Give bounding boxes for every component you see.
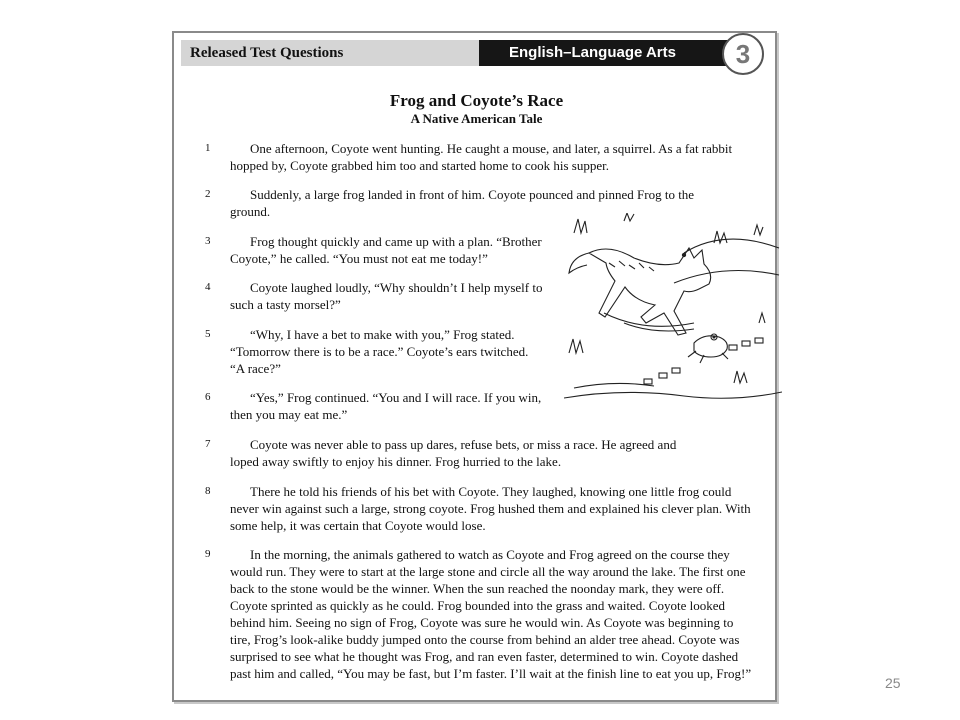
- paragraph-8: There he told his friends of his bet with Coyote. They laughed, knowing one little frog could never win against such a large, strong coyote. Frog hushed them and explained his clever plan. With some help, it was certain that Coyote would lose.: [230, 484, 751, 533]
- coyote-frog-illustration: [564, 213, 782, 409]
- paragraph-number: 2: [205, 188, 211, 200]
- story-title: Frog and Coyote’s Race: [389, 91, 564, 110]
- paragraph-9: In the morning, the animals gathered to watch as Coyote and Frog agreed on the course they would run. They were to start at the large stone and circle all the way around the lake. The first one back to the stone would be the winner. When the sun reached the noonday mark, they were off. Coyote sprinted as quickly as he could. Frog bounded into the grass and waited. Coyote looked behind him. Seeing no sign of Frog, Coyote was sure he would win. As Coyote was beginning to tire, Frog’s look-alike buddy jumped onto the course from behind an alder tree ahead. Coyote was surprised to see what he thought was Frog, and ran even faster, determined to win. Coyote dashed past him and called, “You may be fast, but I’m faster. I’ll wait at the finish line to eat you up, Frog!”: [230, 547, 752, 681]
- paragraph-5: “Why, I have a bet to make with you,” Frog stated. “Tomorrow there is to be a race.” Coyote’s ears twitched. “A race?”: [230, 327, 529, 376]
- paragraph-2: Suddenly, a large frog landed in front of him. Coyote pounced and pinned Frog to the ground.: [230, 187, 695, 219]
- test-page: [172, 31, 777, 702]
- paragraph-number: 3: [205, 235, 211, 247]
- paragraph-number: 7: [205, 438, 211, 450]
- paragraph-number: 5: [205, 328, 211, 340]
- header-left-label: Released Test Questions: [181, 40, 479, 66]
- paragraph-7: Coyote was never able to pass up dares, refuse bets, or miss a race. He agreed and loped away swiftly to enjoy his dinner. Frog hurried to the lake.: [230, 437, 677, 469]
- paragraph-3: Frog thought quickly and came up with a plan. “Brother Coyote,” he called. “You must not eat me today!”: [230, 234, 542, 266]
- grade-badge: 3: [722, 33, 764, 75]
- story-subtitle: A Native American Tale: [410, 111, 543, 126]
- paragraph-1: One afternoon, Coyote went hunting. He caught a mouse, and later, a squirrel. As a fat rabbit hopped by, Coyote grabbed him too and started home to cook his supper.: [230, 141, 733, 173]
- paragraph-number: 1: [205, 142, 211, 154]
- paragraph-number: 8: [205, 485, 211, 497]
- paragraph-number: 4: [205, 281, 211, 293]
- paragraph-6: “Yes,” Frog continued. “You and I will race. If you win, then you may eat me.”: [230, 390, 542, 422]
- page-number: 25: [885, 675, 901, 691]
- paragraph-4: Coyote laughed loudly, “Why shouldn’t I help myself to such a tasty morsel?”: [230, 280, 543, 312]
- paragraph-number: 9: [205, 548, 211, 560]
- paragraph-number: 6: [205, 391, 211, 403]
- header-right-label: English–Language Arts: [479, 40, 728, 66]
